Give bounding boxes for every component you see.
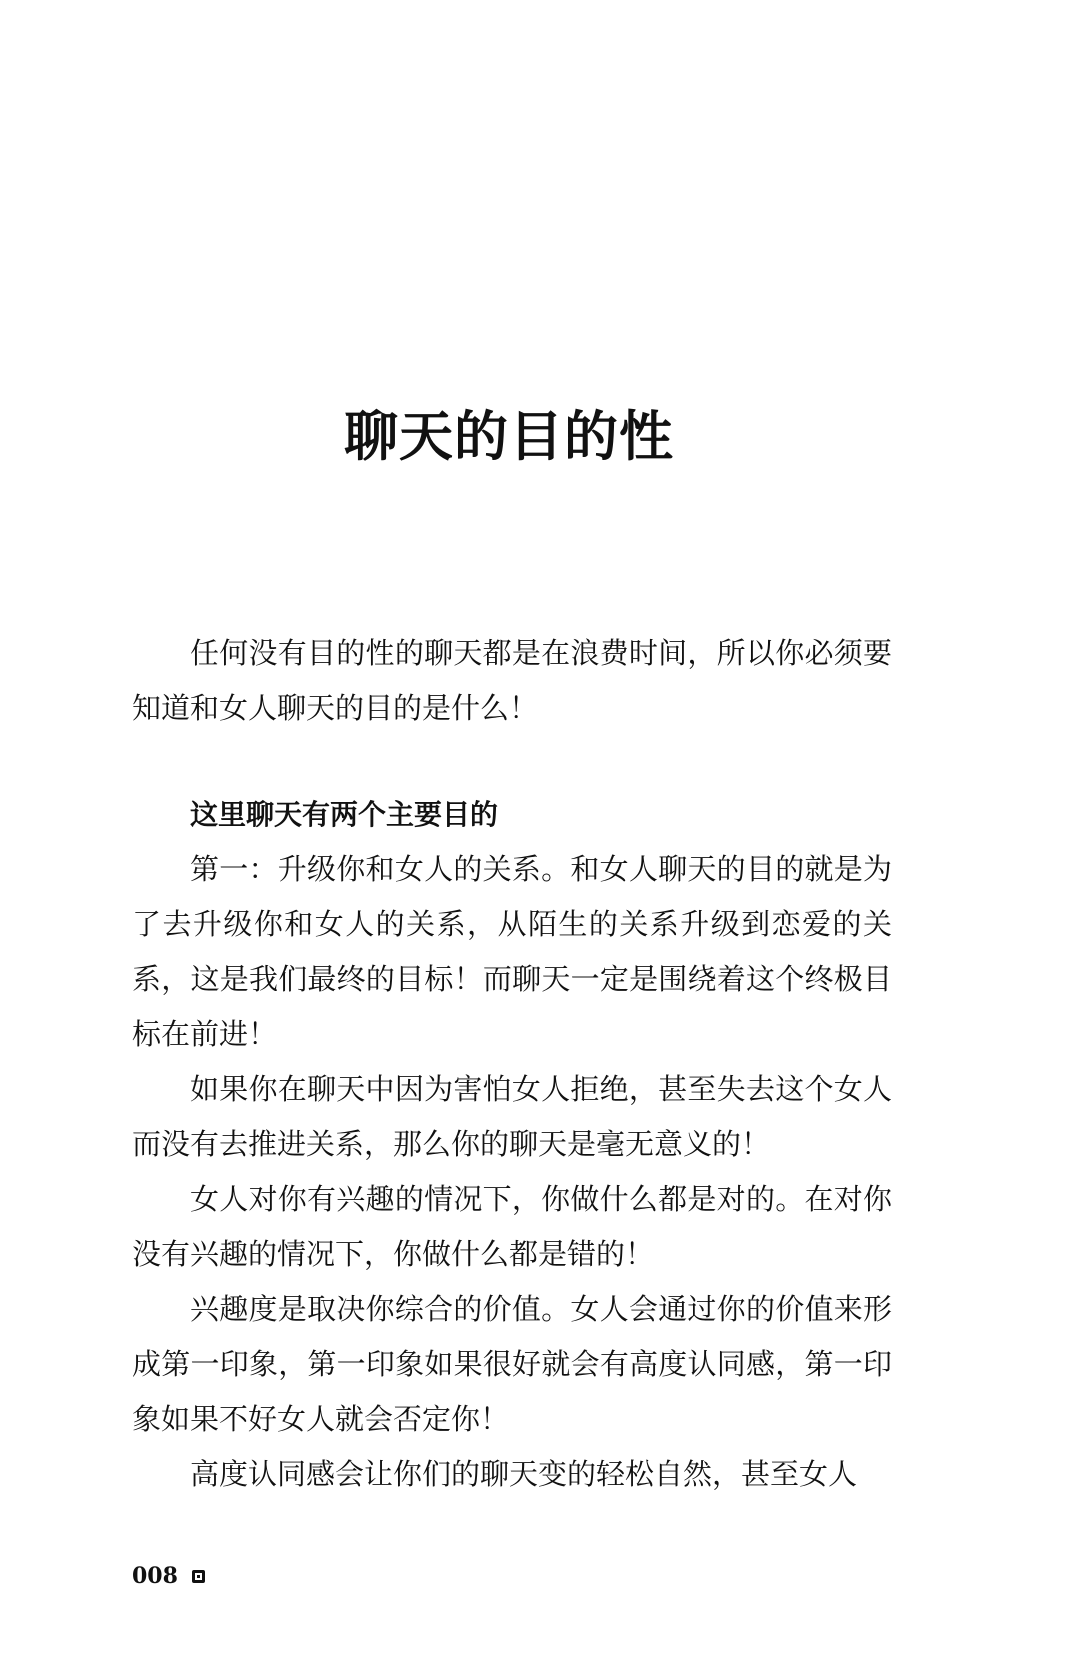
square-page-mark-icon <box>192 1570 205 1583</box>
paragraph: 高度认同感会让你们的聊天变的轻松自然，甚至女人 <box>190 1457 858 1491</box>
intro-paragraph: 任何没有目的性的聊天都是在浪费时间，所以你必须要知道和女人聊天的目的是什么！ <box>132 636 892 725</box>
page-footer <box>132 1563 205 1589</box>
section-body <box>132 787 892 1502</box>
section-heading: 这里聊天有两个主要目的 <box>190 798 499 831</box>
paragraph: 兴趣度是取决你综合的价值。女人会通过你的价值来形成第一印象，第一印象如果很好就会有高度认同感，第一印象如果不好女人就会否定你！ <box>132 1292 892 1436</box>
paragraph: 第一：升级你和女人的关系。和女人聊天的目的就是为了去升级你和女人的关系，从陌生的关系升级到恋爱的关系，这是我们最终的目标！而聊天一定是围绕着这个终极目标在前进！ <box>132 852 892 1051</box>
page-number: 008 <box>132 1563 178 1589</box>
chapter-title: 聊天的目的性 <box>344 405 674 468</box>
paragraph: 如果你在聊天中因为害怕女人拒绝，甚至失去这个女人而没有去推进关系，那么你的聊天是毫无意义的！ <box>132 1072 892 1161</box>
intro-text <box>132 626 892 736</box>
paragraph: 女人对你有兴趣的情况下，你做什么都是对的。在对你没有兴趣的情况下，你做什么都是错的！ <box>132 1182 892 1271</box>
